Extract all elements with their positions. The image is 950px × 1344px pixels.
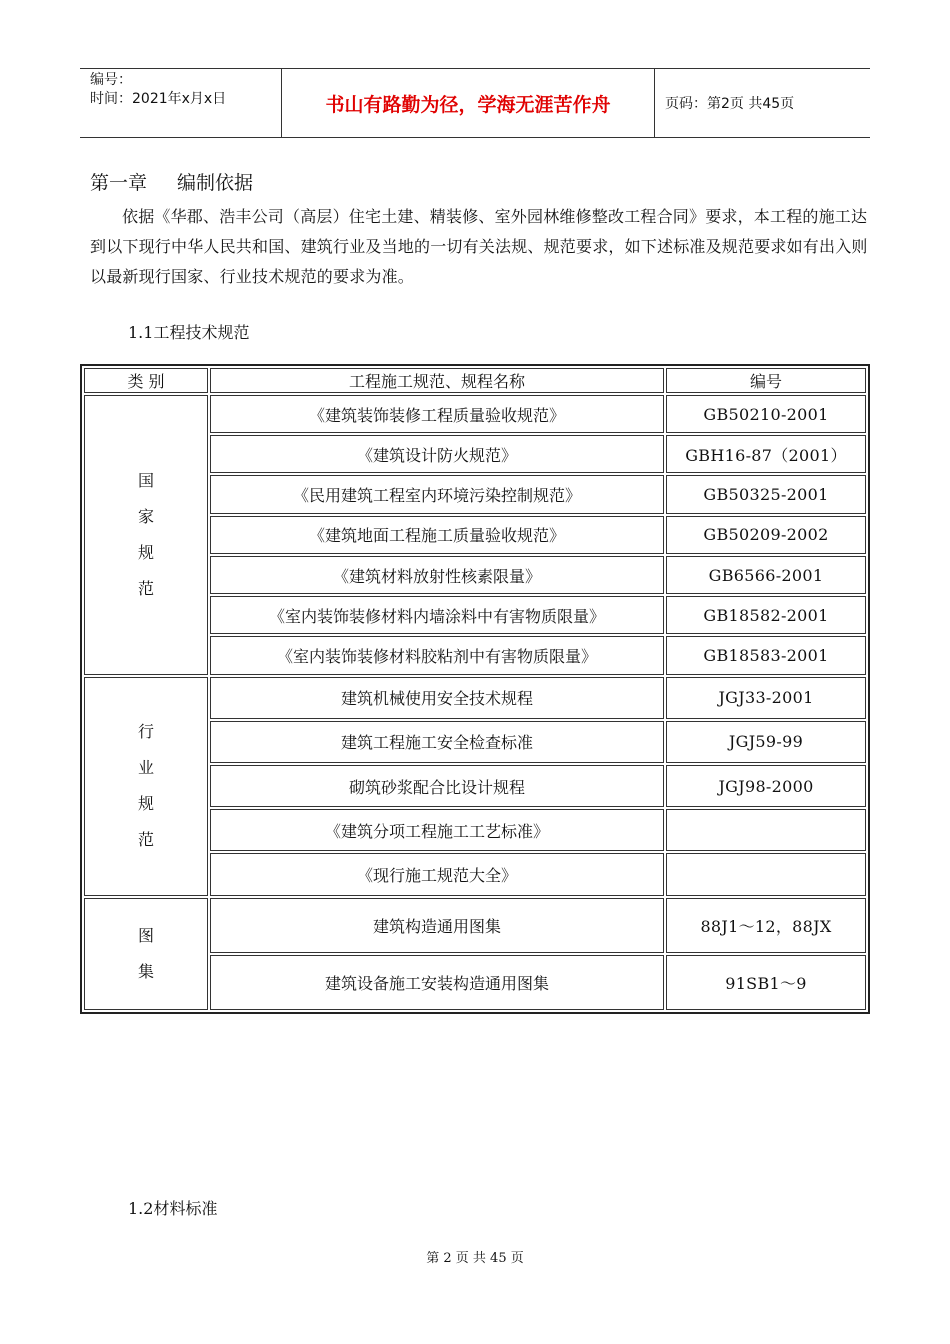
standard-name-cell: 建筑构造通用图集 (210, 898, 664, 953)
chapter-heading (90, 168, 253, 195)
category-char: 集 (137, 961, 154, 981)
standard-name-cell: 《建筑地面工程施工质量验收规范》 (210, 516, 664, 554)
standard-name-cell: 《建筑设计防火规范》 (210, 435, 664, 473)
standard-name-cell: 建筑工程施工安全检查标准 (210, 721, 664, 763)
standard-name-cell: 《建筑分项工程施工工艺标准》 (210, 809, 664, 851)
header-number-label: 编号： (90, 72, 132, 88)
standard-name-cell: 建筑机械使用安全技术规程 (210, 677, 664, 719)
header-category: 类 别 (84, 368, 208, 393)
header-code: 编号 (666, 368, 866, 393)
standard-name-cell: 《现行施工规范大全》 (210, 853, 664, 895)
page-footer: 第 2 页 共 45 页 (426, 1251, 524, 1266)
standard-name-cell: 《室内装饰装修材料胶粘剂中有害物质限量》 (210, 636, 664, 674)
document-header (80, 68, 870, 138)
header-motto: 书山有路勤为径，学海无涯苦作舟 (281, 69, 655, 137)
header-meta (80, 69, 281, 137)
header-date-label: 时间：2021年x月x日 (90, 91, 227, 107)
standard-code-cell: GB50325-2001 (666, 475, 866, 513)
category-label (138, 714, 154, 858)
standard-name-cell: 砌筑砂浆配合比设计规程 (210, 765, 664, 807)
standard-code-cell: JGJ59-99 (666, 721, 866, 763)
standard-code-cell: GB50209-2002 (666, 516, 866, 554)
category-char: 范 (137, 578, 154, 598)
chapter-title: 编制依据 (177, 172, 254, 194)
standard-name-cell: 《室内装饰装修材料内墙涂料中有害物质限量》 (210, 596, 664, 634)
standard-code-cell: JGJ98-2000 (666, 765, 866, 807)
category-char: 规 (137, 542, 154, 562)
standard-code-cell: 91SB1～9 (666, 955, 866, 1010)
category-char: 图 (137, 925, 154, 945)
chapter-number: 第一章 (90, 172, 148, 194)
intro-paragraph: 依据《华郡、浩丰公司（高层）住宅土建、精装修、室外园林维修整改工程合同》要求，本工程的施工达到以下现行中华人民共和国、建筑行业及当地的一切有关法规、规范要求，如下述标准及规范要求如有出入则以最新现行国家、行业技术规范的要求为准。 (90, 207, 868, 286)
category-cell (84, 677, 208, 896)
standard-code-cell: GB18583-2001 (666, 636, 866, 674)
table-header-row (84, 368, 866, 393)
standards-table-grid (82, 366, 868, 1012)
section-heading-1-2: 1.2材料标准 (128, 1199, 218, 1218)
standard-name-cell: 《民用建筑工程室内环境污染控制规范》 (210, 475, 664, 513)
standard-code-cell (666, 809, 866, 851)
category-char: 家 (137, 506, 154, 526)
table-row (84, 898, 866, 953)
table-row (84, 395, 866, 433)
category-cell (84, 395, 208, 675)
standards-table (80, 364, 870, 1014)
standard-name-cell: 建筑设备施工安装构造通用图集 (210, 955, 664, 1010)
section-heading-1-1: 1.1工程技术规范 (128, 323, 250, 342)
standard-code-cell: JGJ33-2001 (666, 677, 866, 719)
header-name: 工程施工规范、规程名称 (210, 368, 664, 393)
category-char: 规 (137, 794, 154, 814)
standard-code-cell: GB18582-2001 (666, 596, 866, 634)
standard-name-cell: 《建筑装饰装修工程质量验收规范》 (210, 395, 664, 433)
category-label (138, 463, 154, 607)
category-char: 国 (137, 470, 154, 490)
standard-code-cell: GB50210-2001 (666, 395, 866, 433)
standard-name-cell: 《建筑材料放射性核素限量》 (210, 556, 664, 594)
standard-code-cell (666, 853, 866, 895)
table-row (84, 677, 866, 719)
category-label (138, 918, 154, 990)
standard-code-cell: GBH16-87（2001） (666, 435, 866, 473)
category-char: 范 (137, 830, 154, 850)
category-char: 业 (137, 758, 154, 778)
category-char: 行 (137, 722, 154, 742)
standard-code-cell: GB6566-2001 (666, 556, 866, 594)
category-cell (84, 898, 208, 1010)
header-page-info: 页码：第2页 共45页 (665, 96, 795, 112)
standard-code-cell: 88J1～12，88JX (666, 898, 866, 953)
